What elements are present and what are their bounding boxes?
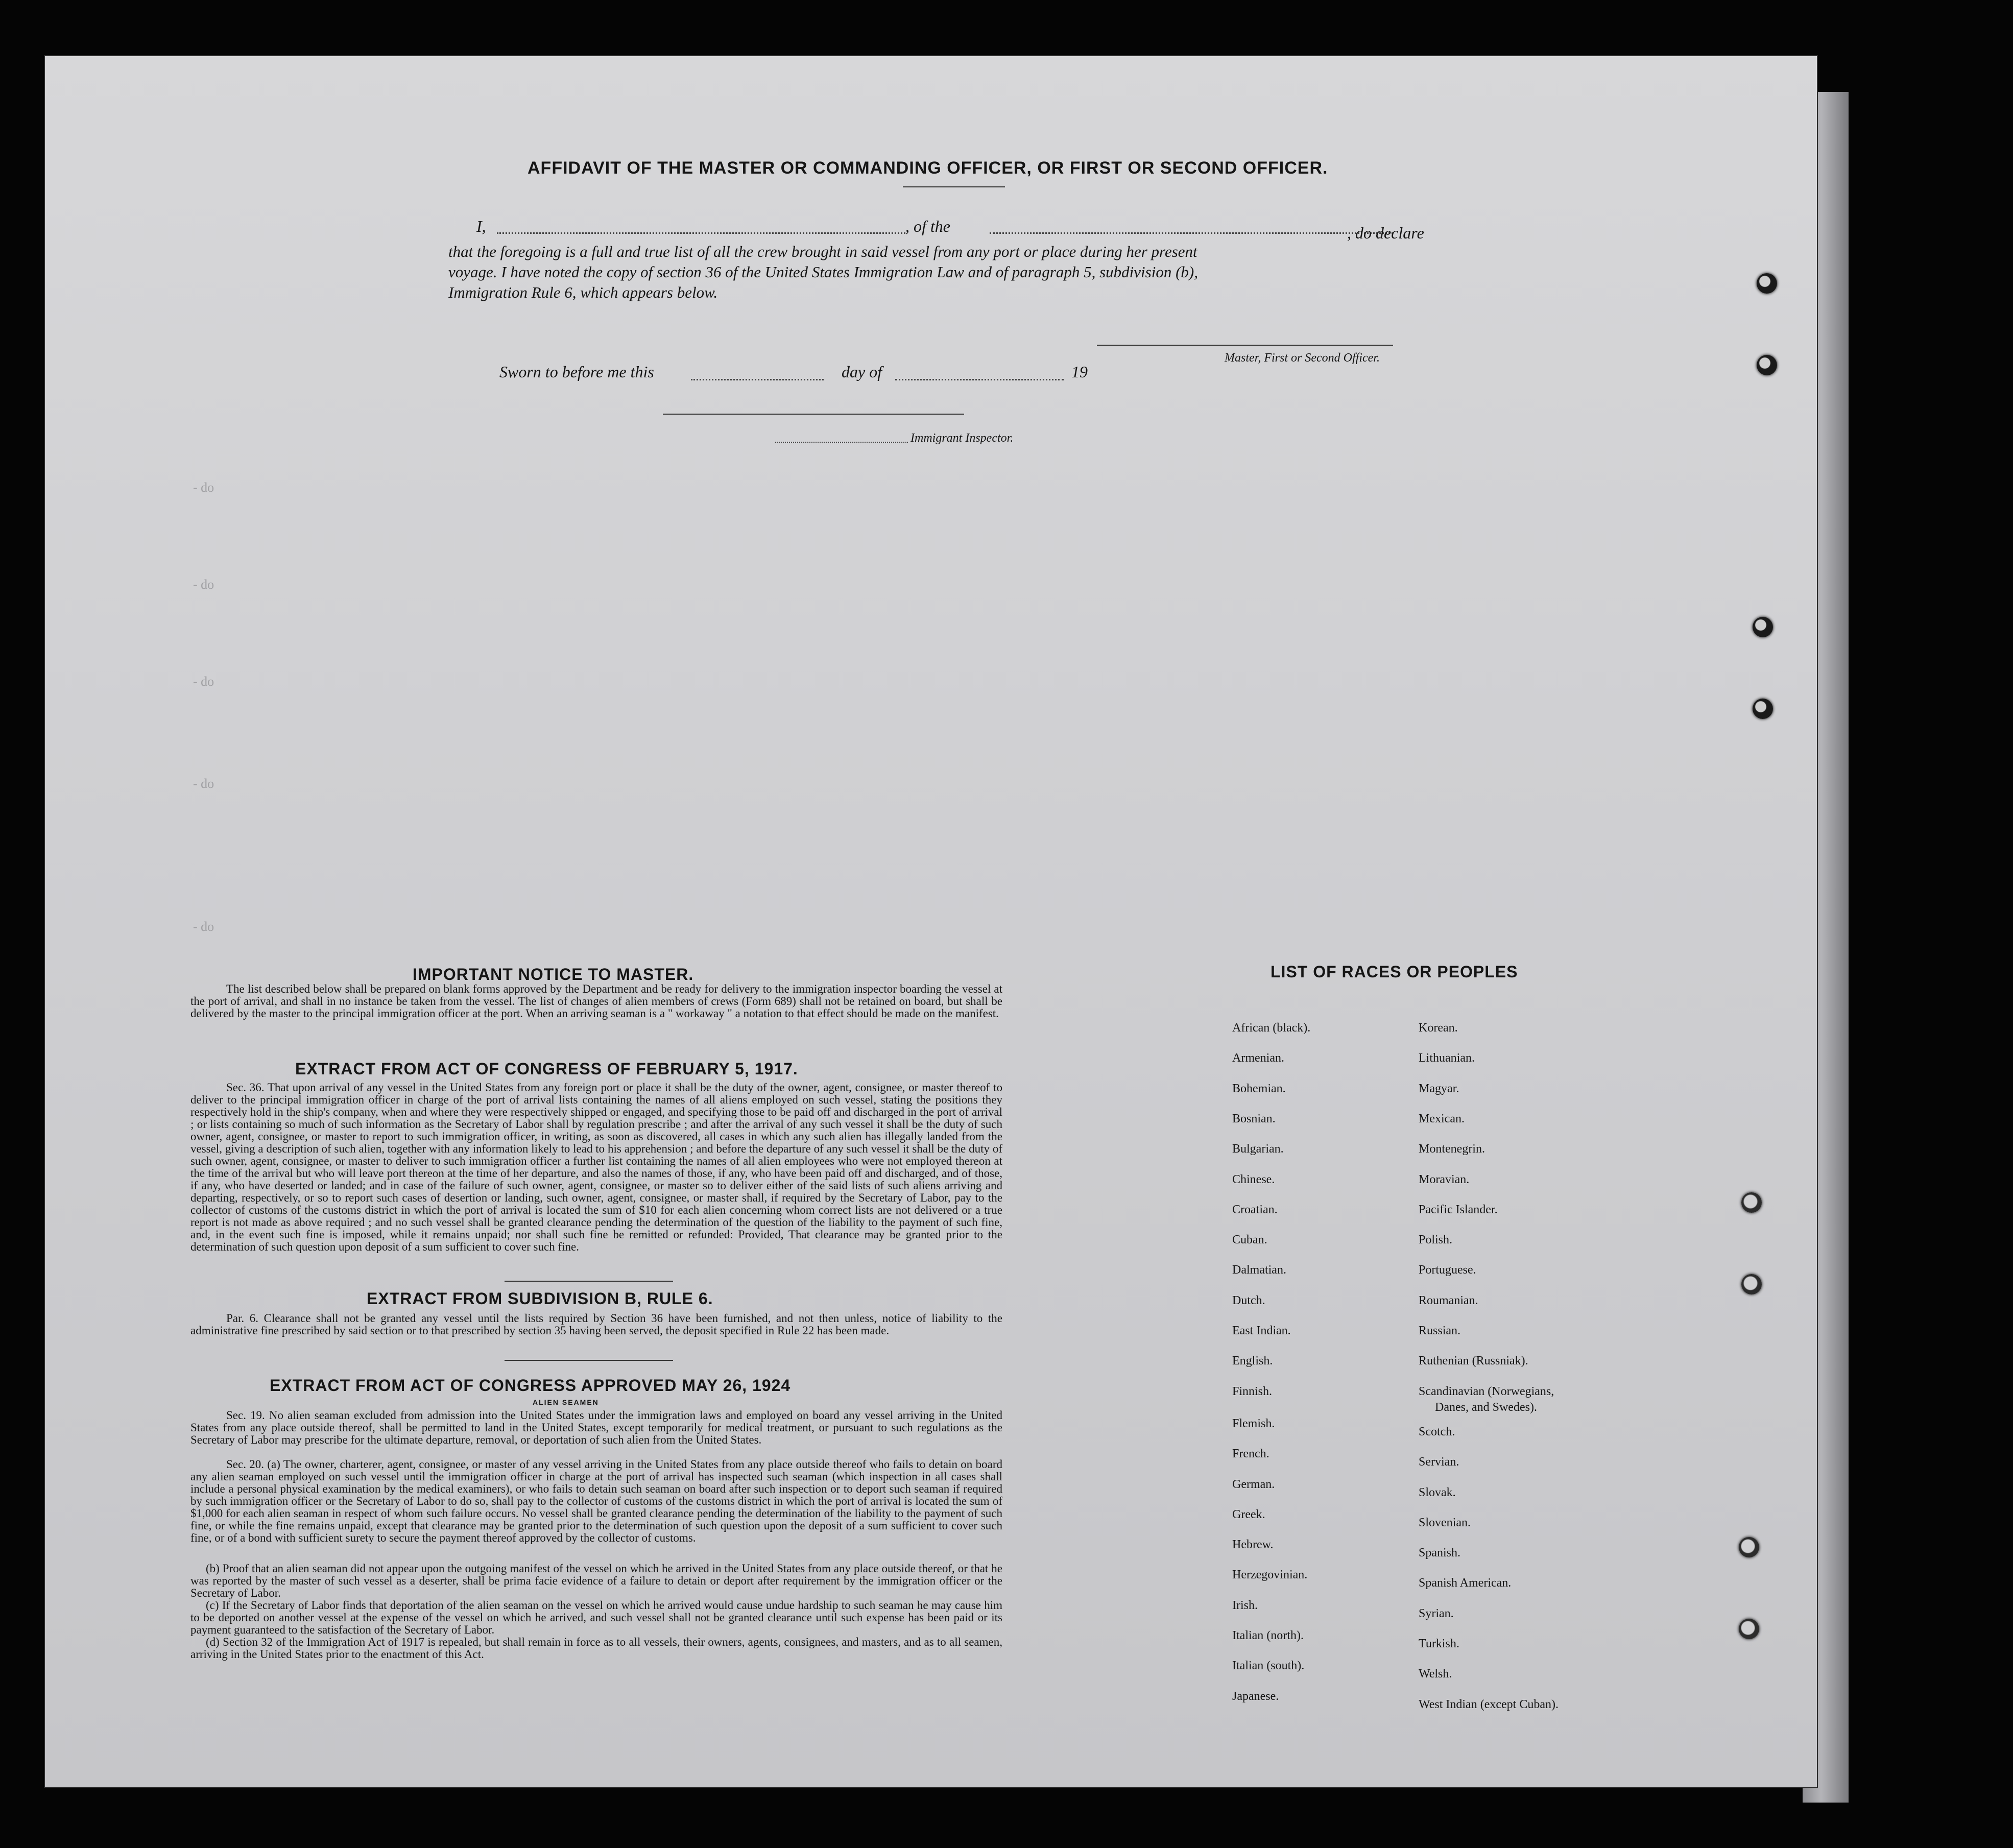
affidavit-of-the: , of the (905, 217, 950, 235)
race-entry: Pacific Islander. (1419, 1203, 1498, 1216)
name-blank[interactable] (497, 232, 905, 234)
extract-1924-title: EXTRACT FROM ACT OF CONGRESS APPROVED MAY 26, 1924 (270, 1376, 791, 1395)
race-entry: Chinese. (1232, 1172, 1275, 1186)
race-entry: Ruthenian (Russniak). (1419, 1354, 1528, 1368)
affidavit-line: that the foregoing is a full and true list of all the crew brought in said vessel from any port or place during her present (448, 243, 1197, 260)
race-entry: Italian (north). (1232, 1629, 1304, 1642)
race-entry: Spanish American. (1419, 1576, 1512, 1590)
sworn-label: Sworn to before me this (499, 363, 654, 381)
month-blank[interactable] (895, 379, 1064, 380)
sworn-day-blank[interactable] (691, 379, 824, 380)
day-of-label: day of (842, 363, 882, 381)
race-entry: Finnish. (1232, 1384, 1273, 1398)
section-divider (505, 1360, 673, 1361)
bleed-through-mark: - do (193, 480, 214, 495)
vessel-blank[interactable] (990, 232, 1393, 234)
affidavit-line: voyage. I have noted the copy of section 36 of the United States Immigration Law and of paragraph 5, subdivision (b), (448, 263, 1198, 281)
race-entry: Lithuanian. (1419, 1051, 1475, 1065)
race-entry: Bulgarian. (1232, 1142, 1284, 1156)
race-entry: Dalmatian. (1232, 1263, 1286, 1277)
races-title: LIST OF RACES OR PEOPLES (1271, 963, 1518, 981)
race-entry: Magyar. (1419, 1082, 1459, 1095)
extract-1924-sec19: Sec. 19. No alien seaman excluded from admission into the United States under the immigration laws and employed on board any vessel arriving in the United States from any place outside thereof, shall be permitted to land in the United States, except temporarily for medical treatment, or pursuant to such regulations as the Secretary of Labor may prescribe for the ultimate departure, removal, or deportation of such alien from the United States. (190, 1409, 1002, 1446)
notice-title: IMPORTANT NOTICE TO MASTER. (413, 965, 694, 983)
year-label: 19 (1071, 363, 1088, 381)
race-entry: Scotch. (1419, 1425, 1455, 1438)
race-entry: West Indian (except Cuban). (1419, 1697, 1559, 1711)
race-entry: Dutch. (1232, 1293, 1265, 1307)
bleed-through-mark: - do (193, 776, 214, 791)
race-entry: East Indian. (1232, 1324, 1291, 1337)
race-entry: Herzegovinian. (1232, 1568, 1308, 1582)
bleed-through-mark: - do (193, 919, 214, 934)
race-entry: Italian (south). (1232, 1659, 1305, 1673)
race-entry: Flemish. (1232, 1417, 1275, 1430)
race-entry: Japanese. (1232, 1689, 1279, 1703)
race-entry: Welsh. (1419, 1667, 1452, 1681)
race-entry: Syrian. (1419, 1606, 1454, 1620)
form-page (45, 56, 1817, 1787)
extract-1924-sec20c: (c) If the Secretary of Labor finds that deportation of the alien seaman on the vessel on which he arrived would cause undue hardship to such seaman he may cause him to be deported on another vessel at the expense of the vessel on which he arrived, and such vessel shall not be granted clearance until such expense has been paid or its payment guaranteed to the satisfaction of the Secretary of Labor. (190, 1599, 1002, 1636)
race-entry: Servian. (1419, 1455, 1459, 1469)
affidavit-line: Immigration Rule 6, which appears below. (448, 283, 718, 301)
punch-hole (1753, 617, 1773, 637)
punch-hole (1741, 1192, 1762, 1213)
extract-1924-subtitle: ALIEN SEAMEN (533, 1398, 599, 1406)
inspector-dots (775, 442, 908, 443)
race-entry: Irish. (1232, 1598, 1258, 1612)
extract-rule6-title: EXTRACT FROM SUBDIVISION B, RULE 6. (367, 1289, 713, 1308)
race-entry: Scandinavian (Norwegians, (1419, 1384, 1554, 1398)
race-entry: Montenegrin. (1419, 1142, 1485, 1156)
race-entry: Slovenian. (1419, 1516, 1471, 1529)
race-entry: Cuban. (1232, 1233, 1267, 1247)
race-entry: Croatian. (1232, 1203, 1278, 1216)
race-entry: Mexican. (1419, 1112, 1465, 1125)
punch-hole (1739, 1619, 1759, 1639)
punch-hole (1757, 355, 1777, 375)
race-entry: Russian. (1419, 1324, 1461, 1337)
race-entry: Moravian. (1419, 1172, 1470, 1186)
extract-1924-sec20b: (b) Proof that an alien seaman did not appear upon the outgoing manifest of the vessel on which he arrived in the United States from any place outside thereof, or that he was reported by the master of such vessel as a deserter, shall be prima facie evidence of a failure to detain or deport after requirement by the immigration officer or the Secretary of Labor. (190, 1562, 1002, 1599)
race-entry: Armenian. (1232, 1051, 1284, 1065)
extract-1924-sec20d: (d) Section 32 of the Immigration Act of 1917 is repealed, but shall remain in force as to all vessels, their owners, agents, consignees, and masters, and as to all seamen, arriving in the United States prior to the enactment of this Act. (190, 1636, 1002, 1661)
bleed-through-mark: - do (193, 577, 214, 592)
race-entry: Spanish. (1419, 1546, 1461, 1560)
affidavit-i: I, (476, 217, 486, 235)
inspector-label: Immigrant Inspector. (910, 431, 1014, 445)
inspector-signature-line[interactable] (663, 414, 964, 415)
master-label: Master, First or Second Officer. (1225, 351, 1380, 365)
race-entry: Turkish. (1419, 1637, 1459, 1650)
extract-rule6-body: Par. 6. Clearance shall not be granted any vessel until the lists required by Section 36 have been furnished, and not then unless, notice of liability to the administrative fine prescribed by said section or to that prescribed by section 35 having been served, the deposit specified in Rule 22 has been made. (190, 1312, 1002, 1337)
affidavit-do-declare: , do declare (1347, 224, 1424, 242)
extract-1917-body: Sec. 36. That upon arrival of any vessel in the United States from any foreign port or place it shall be the duty of the owner, agent, consignee, or master thereof to deliver to the principal immigration officer in charge of the port of arrival lists containing the names of all aliens employed on such vessel, stating the positions they respectively hold in the ship's company, when and where they were respectively shipped or engaged, and specifying those to be paid off and discharged in the port of arrival ; or lists containing so much of such information as the Secretary of Labor shall by regulation prescribe ; and after the arrival of any such vessel it shall be the duty of such owner, agent, consignee, or master to report to such immigration officer, in writing, as soon as discovered, all cases in which any such alien has illegally landed from the vessel, giving a description of such alien, together with any information likely to lead to his apprehension ; and before the departure of any such vessel it shall be the duty of such owner, agent, consignee, or master to deliver to such immigration officer a further list containing the names of all alien employees who were not employed thereon at the time of the arrival but who will leave port thereon at the time of her departure, and also the names of those, if any, who have been paid off and discharged, and of those, if any, who have deserted or landed; and in case of the failure of such owner, agent, consignee, or master so to deliver either of the said lists of such aliens arriving and departing, respectively, or so to report such cases of desertion or landing, such owner, agent, consignee, or master shall, if required by the Secretary of Labor, pay to the collector of customs of the customs district in which the port of arrival is located the sum of $10 for each alien concerning whom correct lists are not delivered or a true report is not made as above required ; and no such vessel shall be granted clearance pending the determination of the question of the liability to the payment of such fine, and, in the event such fine is imposed, while it remains unpaid; nor shall such fine be remitted or refunded: Provided, That clearance may be granted prior to the determination of such question upon deposit of a sum sufficient to cover such fine. (190, 1081, 1002, 1253)
race-entry: French. (1232, 1447, 1269, 1461)
race-entry: Hebrew. (1232, 1538, 1274, 1552)
notice-body: The list described below shall be prepared on blank forms approved by the Department and be ready for delivery to the immigration inspector boarding the vessel at the port of arrival, and shall in no instance be taken from the vessel. The list of changes of alien members of crews (Form 689) shall not be retained on board, but shall be delivered by the master to the principal immigration officer at the port. When an arriving seaman is a " workaway " a notation to that effect should be made on the manifest. (190, 982, 1002, 1020)
section-divider (505, 1281, 673, 1282)
race-entry: Slovak. (1419, 1485, 1456, 1499)
punch-hole (1753, 699, 1773, 719)
race-entry: Greek. (1232, 1507, 1265, 1521)
punch-hole (1741, 1274, 1762, 1294)
race-entry: Bosnian. (1232, 1112, 1276, 1125)
race-entry: English. (1232, 1354, 1273, 1368)
race-entry-continuation: Danes, and Swedes). (1435, 1401, 1537, 1414)
race-entry: German. (1232, 1477, 1275, 1491)
punch-hole (1757, 273, 1777, 294)
punch-hole (1739, 1537, 1759, 1557)
race-entry: Bohemian. (1232, 1082, 1286, 1095)
bleed-through-mark: - do (193, 674, 214, 689)
extract-1924-sec20a: Sec. 20. (a) The owner, charterer, agent, consignee, or master of any vessel arriving in the United States from any place outside thereof who fails to detain on board any alien seaman employed on such vessel until the immigration officer in charge at the port of arrival has inspected such seaman (which inspection in all cases shall include a personal physical examination by the medical examiners), or who fails to detain such seaman on board after such inspection or to deport such seaman if required by such immigration officer or the Secretary of Labor to do so, shall pay to the collector of customs of the customs district in which the port of arrival is located the sum of $1,000 for each alien seaman in respect of whom such failure occurs. No vessel shall be granted clearance pending the determination of the liability to the payment of such fine, or while the fine remains unpaid, except that clearance may be granted prior to the determination of such question upon the deposit of a sum sufficient to cover such fine, or of a bond with sufficient surety to secure the payment thereof approved by the collector of customs. (190, 1458, 1002, 1544)
race-entry: Portuguese. (1419, 1263, 1476, 1277)
title-underline (903, 186, 1005, 187)
extract-1917-title: EXTRACT FROM ACT OF CONGRESS OF FEBRUARY 5, 1917. (295, 1060, 798, 1078)
race-entry: African (black). (1232, 1021, 1311, 1035)
race-entry: Polish. (1419, 1233, 1453, 1247)
affidavit-title: AFFIDAVIT OF THE MASTER OR COMMANDING OFFICER, OR FIRST OR SECOND OFFICER. (528, 158, 1328, 178)
race-entry: Roumanian. (1419, 1293, 1478, 1307)
master-signature-line[interactable] (1097, 345, 1393, 346)
race-entry: Korean. (1419, 1021, 1458, 1035)
